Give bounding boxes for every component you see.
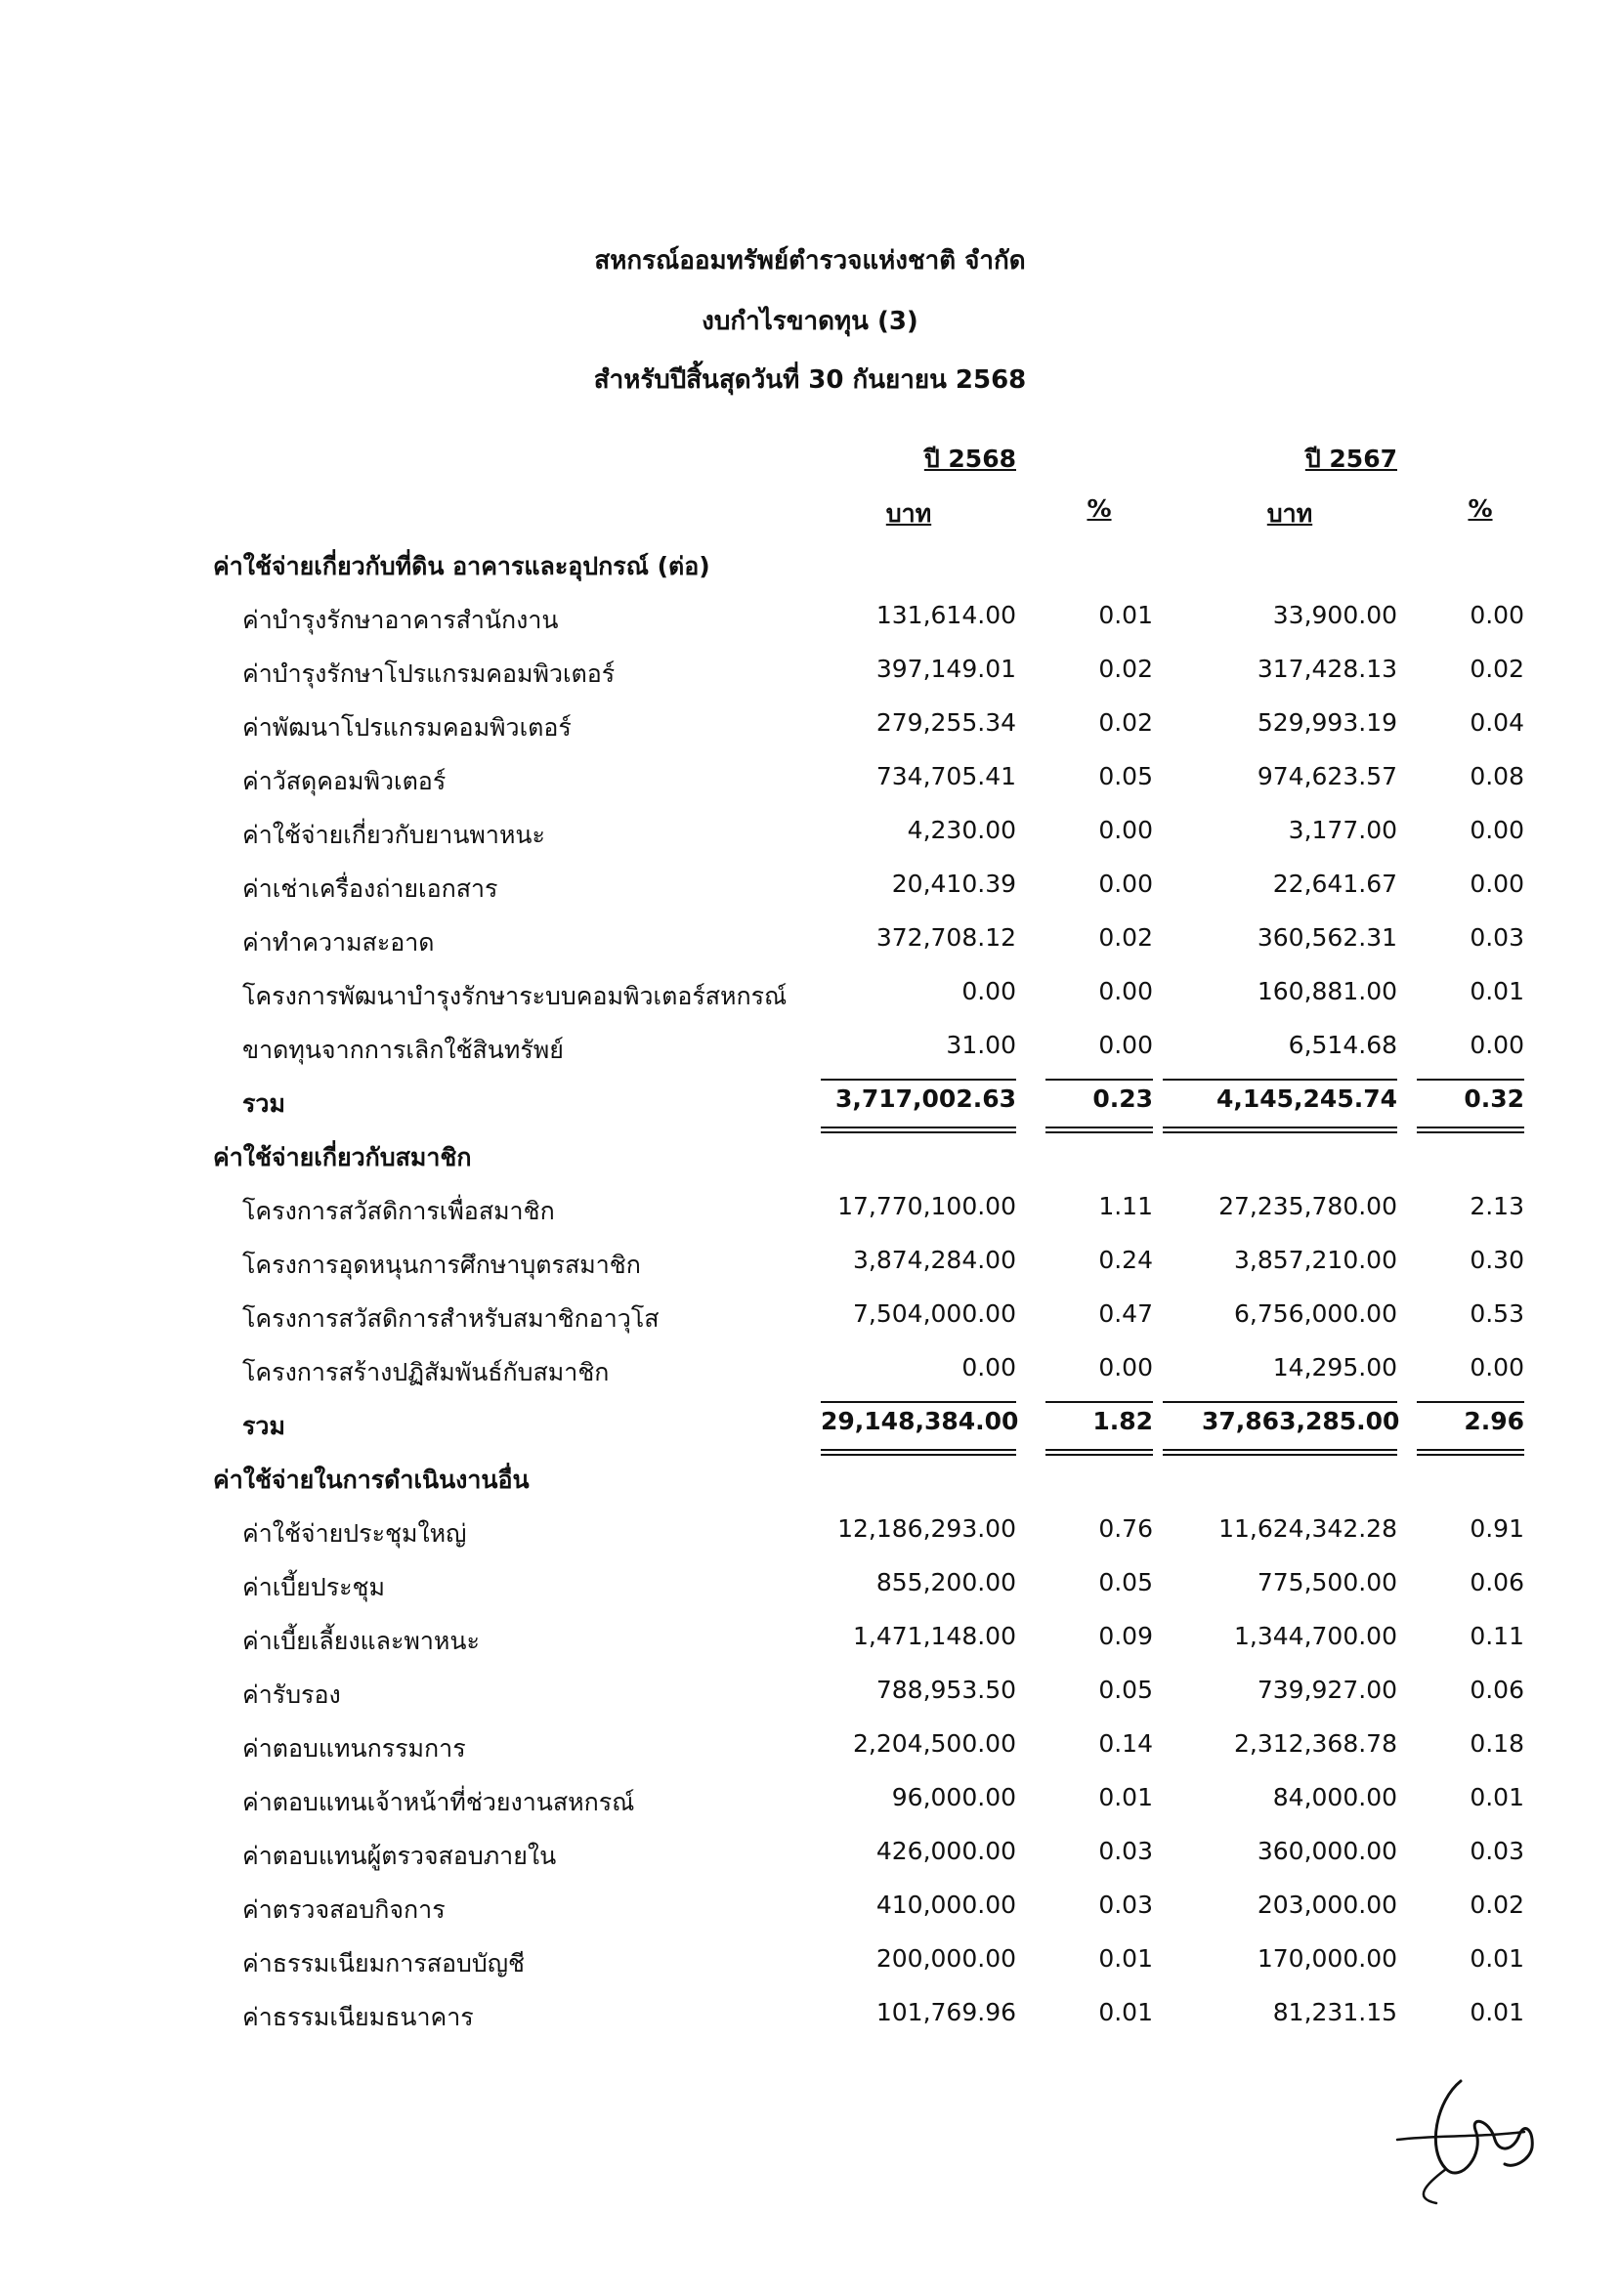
row-label: รวม: [242, 1412, 285, 1440]
total-row: [0, 1407, 1620, 1446]
amount-2568: 131,614.00: [875, 601, 1016, 629]
year-prior-header: ปี 2567: [1304, 445, 1397, 473]
table-row: [0, 1192, 1620, 1231]
table-row: [0, 1353, 1620, 1392]
row-label: ค่าพัฒนาโปรแกรมคอมพิวเตอร์: [242, 713, 572, 742]
amount-2567: 81,231.15: [1272, 1998, 1397, 2026]
amount-2568: 200,000.00: [875, 1944, 1016, 1973]
percent-2567: 0.08: [1470, 762, 1524, 790]
total-double-rule: [1163, 1449, 1397, 1456]
row-label: ขาดทุนจากการเลิกใช้สินทรัพย์: [242, 1036, 564, 1064]
row-label: ค่าตรวจสอบกิจการ: [242, 1895, 446, 1924]
percent-2567: 0.00: [1470, 601, 1524, 629]
table-row: [0, 977, 1620, 1016]
percent-2568: 0.23: [1092, 1084, 1153, 1113]
percent-2568: 0.01: [1098, 1998, 1153, 2026]
percent-2568: 0.00: [1098, 977, 1153, 1005]
amount-2567: 529,993.19: [1257, 708, 1397, 737]
percent-2568: 1.11: [1098, 1192, 1153, 1220]
total-top-rule: [1163, 1079, 1397, 1081]
amount-2567: 3,177.00: [1288, 816, 1397, 844]
percent-2568: 0.01: [1098, 601, 1153, 629]
percent-2567: 0.91: [1470, 1514, 1524, 1543]
table-row: [0, 1031, 1620, 1070]
row-label: ค่าใช้จ่ายเกี่ยวกับยานพาหนะ: [242, 821, 545, 849]
amount-2568: 4,230.00: [907, 816, 1016, 844]
amount-2567: 4,145,245.74: [1215, 1084, 1397, 1113]
total-top-rule: [1045, 1079, 1153, 1081]
row-label: ค่าธรรมเนียมธนาคาร: [242, 2003, 474, 2031]
amount-2568: 855,200.00: [875, 1568, 1016, 1596]
percent-2568: 0.09: [1098, 1622, 1153, 1650]
row-label: ค่าทำความสะอาด: [242, 928, 435, 957]
row-label: ค่าบำรุงรักษาโปรแกรมคอมพิวเตอร์: [242, 659, 616, 688]
percent-2567: 2.13: [1470, 1192, 1524, 1220]
amount-2568: 2,204,500.00: [853, 1729, 1016, 1758]
percent-2567: 0.00: [1470, 816, 1524, 844]
amount-2567: 775,500.00: [1257, 1568, 1397, 1596]
amount-2567: 37,863,285.00: [1202, 1407, 1400, 1435]
total-double-rule: [1045, 1127, 1153, 1133]
table-row: [0, 816, 1620, 855]
total-double-rule: [821, 1127, 1016, 1133]
percent-2567: 0.06: [1470, 1568, 1524, 1596]
amount-2567: 11,624,342.28: [1218, 1514, 1397, 1543]
total-top-rule: [1417, 1401, 1524, 1403]
percent-2567: 0.18: [1470, 1729, 1524, 1758]
percent-2567: 0.06: [1470, 1676, 1524, 1704]
amount-2568: 101,769.96: [875, 1998, 1016, 2026]
amount-2567: 170,000.00: [1257, 1944, 1397, 1973]
amount-2568: 96,000.00: [891, 1783, 1016, 1811]
amount-2568: 29,148,384.00: [821, 1407, 1019, 1435]
percent-2568: 0.00: [1098, 870, 1153, 898]
total-top-rule: [1417, 1079, 1524, 1081]
amount-2567: 27,235,780.00: [1218, 1192, 1397, 1220]
percent-2567: 0.01: [1470, 1998, 1524, 2026]
period-title: สำหรับปีสิ้นสุดวันที่ 30 กันยายน 2568: [593, 365, 1027, 395]
row-label: โครงการสวัสดิการเพื่อสมาชิก: [242, 1197, 555, 1225]
percent-2567: 0.53: [1470, 1299, 1524, 1328]
total-double-rule: [1417, 1449, 1524, 1456]
row-label: โครงการสร้างปฏิสัมพันธ์กับสมาชิก: [242, 1358, 610, 1386]
row-label: ค่าตอบแทนเจ้าหน้าที่ช่วยงานสหกรณ์: [242, 1788, 635, 1816]
signature: [1368, 2062, 1563, 2208]
table-row: [0, 762, 1620, 801]
row-label: โครงการอุดหนุนการศึกษาบุตรสมาชิก: [242, 1251, 641, 1279]
amount-2567: 2,312,368.78: [1234, 1729, 1397, 1758]
percent-2567: 0.01: [1470, 977, 1524, 1005]
section-row: [0, 1138, 1620, 1177]
percent-2568: 0.76: [1098, 1514, 1153, 1543]
row-label: โครงการพัฒนาบำรุงรักษาระบบคอมพิวเตอร์สหกรณ์: [242, 982, 788, 1010]
amount-2567: 84,000.00: [1272, 1783, 1397, 1811]
row-label: ค่าบำรุงรักษาอาคารสำนักงาน: [242, 606, 559, 634]
amount-2567: 3,857,210.00: [1234, 1246, 1397, 1274]
total-double-rule: [1417, 1127, 1524, 1133]
percent-2567: 0.03: [1470, 1837, 1524, 1865]
section-heading: ค่าใช้จ่ายเกี่ยวกับที่ดิน อาคารและอุปกรณ์ (ต่อ): [213, 552, 710, 580]
amount-2568: 0.00: [961, 977, 1016, 1005]
percent-2567: 0.00: [1470, 870, 1524, 898]
table-row: [0, 923, 1620, 962]
percent-2568: 0.05: [1098, 1568, 1153, 1596]
amount-2567: 203,000.00: [1257, 1891, 1397, 1919]
amount-2568: 426,000.00: [875, 1837, 1016, 1865]
percent-2568: 0.24: [1098, 1246, 1153, 1274]
section-heading: ค่าใช้จ่ายเกี่ยวกับสมาชิก: [213, 1143, 472, 1171]
percent-2568: 0.01: [1098, 1783, 1153, 1811]
amount-2568: 397,149.01: [875, 655, 1016, 683]
table-row: [0, 1514, 1620, 1553]
total-double-rule: [821, 1449, 1016, 1456]
percent-2568: 0.00: [1098, 1031, 1153, 1059]
amount-2567: 974,623.57: [1257, 762, 1397, 790]
percent-2567: 0.30: [1470, 1246, 1524, 1274]
amount-2568: 12,186,293.00: [837, 1514, 1016, 1543]
percent-2567: 0.03: [1470, 923, 1524, 952]
amount-2568: 279,255.34: [875, 708, 1016, 737]
percent-2567: 0.04: [1470, 708, 1524, 737]
row-label: ค่าธรรมเนียมการสอบบัญชี: [242, 1949, 526, 1977]
row-label: ค่าเช่าเครื่องถ่ายเอกสาร: [242, 874, 498, 903]
amount-2568: 410,000.00: [875, 1891, 1016, 1919]
table-row: [0, 1622, 1620, 1661]
table-row: [0, 708, 1620, 747]
total-double-rule: [1045, 1449, 1153, 1456]
amount-2567: 33,900.00: [1272, 601, 1397, 629]
percent-2567: 0.01: [1470, 1783, 1524, 1811]
table-row: [0, 1837, 1620, 1876]
baht-current-header: บาท: [885, 499, 932, 528]
percent-2568: 0.00: [1098, 1353, 1153, 1382]
amount-2567: 160,881.00: [1257, 977, 1397, 1005]
amount-2568: 3,717,002.63: [834, 1084, 1016, 1113]
percent-current-header: %: [1087, 494, 1112, 523]
percent-2568: 0.02: [1098, 923, 1153, 952]
percent-2567: 0.02: [1470, 655, 1524, 683]
percent-2567: 0.00: [1470, 1031, 1524, 1059]
amount-2567: 22,641.67: [1272, 870, 1397, 898]
amount-2567: 1,344,700.00: [1234, 1622, 1397, 1650]
amount-2567: 739,927.00: [1257, 1676, 1397, 1704]
total-row: [0, 1084, 1620, 1124]
amount-2567: 360,000.00: [1257, 1837, 1397, 1865]
amount-2568: 7,504,000.00: [853, 1299, 1016, 1328]
section-row: [0, 547, 1620, 586]
percent-2568: 0.03: [1098, 1891, 1153, 1919]
percent-2568: 0.05: [1098, 1676, 1153, 1704]
row-label: ค่าเบี้ยเลี้ยงและพาหนะ: [242, 1627, 480, 1655]
percent-2567: 2.96: [1464, 1407, 1524, 1435]
amount-2568: 0.00: [961, 1353, 1016, 1382]
amount-2567: 360,562.31: [1257, 923, 1397, 952]
table-row: [0, 1891, 1620, 1930]
percent-prior-header: %: [1468, 494, 1493, 523]
row-label: รวม: [242, 1089, 285, 1118]
percent-2567: 0.11: [1470, 1622, 1524, 1650]
amount-2567: 6,756,000.00: [1234, 1299, 1397, 1328]
total-top-rule: [1163, 1401, 1397, 1403]
amount-2568: 31.00: [946, 1031, 1016, 1059]
total-top-rule: [821, 1079, 1016, 1081]
row-label: ค่าวัสดุคอมพิวเตอร์: [242, 767, 447, 795]
section-row: [0, 1461, 1620, 1500]
table-row: [0, 1783, 1620, 1822]
table-row: [0, 601, 1620, 640]
table-row: [0, 870, 1620, 909]
percent-2568: 0.01: [1098, 1944, 1153, 1973]
percent-2568: 0.02: [1098, 655, 1153, 683]
table-row: [0, 1998, 1620, 2037]
total-top-rule: [821, 1401, 1016, 1403]
row-label: ค่ารับรอง: [242, 1680, 341, 1709]
table-row: [0, 1676, 1620, 1715]
percent-2567: 0.32: [1464, 1084, 1524, 1113]
percent-2567: 0.02: [1470, 1891, 1524, 1919]
row-label: ค่าตอบแทนกรรมการ: [242, 1734, 466, 1763]
table-row: [0, 1299, 1620, 1339]
amount-2568: 17,770,100.00: [837, 1192, 1016, 1220]
table-row: [0, 1944, 1620, 1983]
percent-2568: 0.00: [1098, 816, 1153, 844]
percent-2568: 0.05: [1098, 762, 1153, 790]
total-double-rule: [1163, 1127, 1397, 1133]
amount-2568: 372,708.12: [875, 923, 1016, 952]
row-label: ค่าใช้จ่ายประชุมใหญ่: [242, 1519, 467, 1548]
percent-2568: 0.14: [1098, 1729, 1153, 1758]
amount-2567: 317,428.13: [1257, 655, 1397, 683]
table-row: [0, 1729, 1620, 1768]
amount-2568: 1,471,148.00: [853, 1622, 1016, 1650]
baht-prior-header: บาท: [1266, 499, 1313, 528]
table-row: [0, 1246, 1620, 1285]
year-current-header: ปี 2568: [923, 445, 1016, 473]
organization-title: สหกรณ์ออมทรัพย์ตำรวจแห่งชาติ จำกัด: [594, 246, 1026, 276]
amount-2567: 6,514.68: [1288, 1031, 1397, 1059]
section-heading: ค่าใช้จ่ายในการดำเนินงานอื่น: [213, 1466, 530, 1494]
statement-title: งบกำไรขาดทุน (3): [702, 307, 918, 336]
percent-2568: 0.02: [1098, 708, 1153, 737]
percent-2568: 1.82: [1092, 1407, 1153, 1435]
row-label: ค่าเบี้ยประชุม: [242, 1573, 385, 1601]
percent-2568: 0.47: [1098, 1299, 1153, 1328]
amount-2567: 14,295.00: [1272, 1353, 1397, 1382]
table-row: [0, 1568, 1620, 1607]
total-top-rule: [1045, 1401, 1153, 1403]
row-label: ค่าตอบแทนผู้ตรวจสอบภายใน: [242, 1842, 557, 1870]
table-row: [0, 655, 1620, 694]
amount-2568: 3,874,284.00: [853, 1246, 1016, 1274]
percent-2567: 0.01: [1470, 1944, 1524, 1973]
amount-2568: 788,953.50: [875, 1676, 1016, 1704]
percent-2568: 0.03: [1098, 1837, 1153, 1865]
percent-2567: 0.00: [1470, 1353, 1524, 1382]
amount-2568: 20,410.39: [891, 870, 1016, 898]
amount-2568: 734,705.41: [875, 762, 1016, 790]
row-label: โครงการสวัสดิการสำหรับสมาชิกอาวุโส: [242, 1304, 660, 1333]
